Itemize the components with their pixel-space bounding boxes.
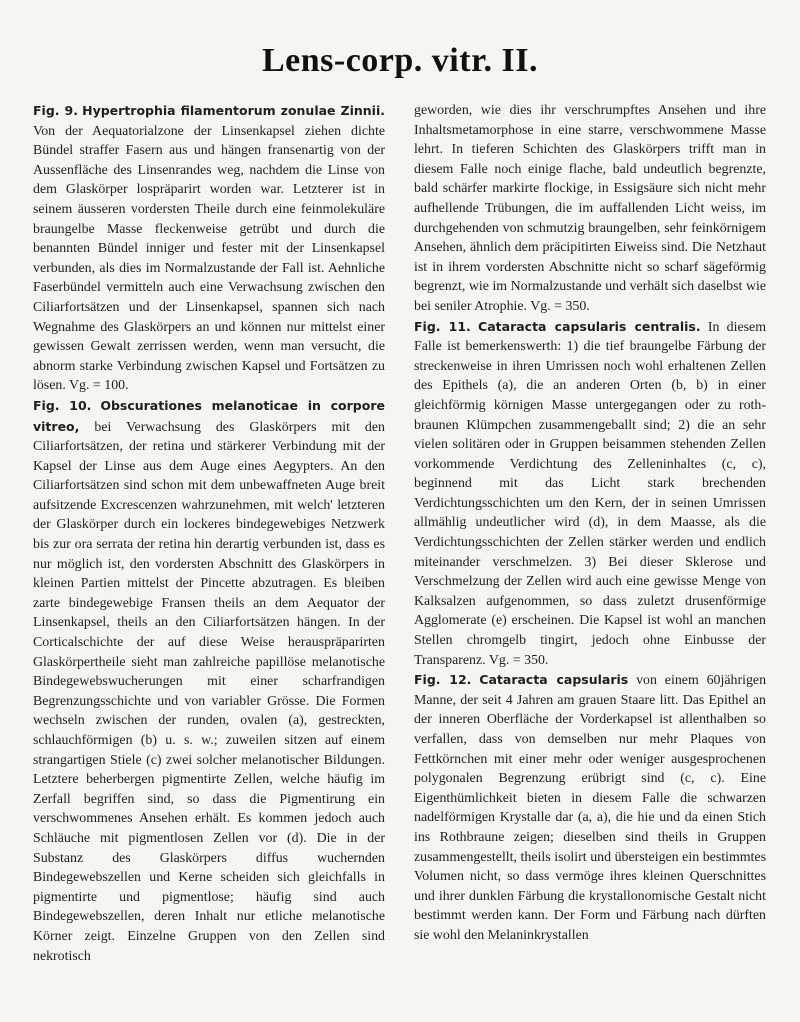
fig9-label: Fig. 9. — [33, 103, 78, 118]
fig11-label: Fig. 11. — [414, 318, 471, 334]
fig12-paragraph — [414, 670, 766, 945]
page-header: Lens-corp. vitr. II. — [261, 42, 539, 79]
left-column — [33, 101, 385, 966]
fig11-heading: Cataracta capsularis centralis. — [478, 318, 701, 334]
fig9-heading: Hypertrophia filamentorum zonulae Zinnii. — [82, 103, 385, 118]
fig11-text: In diesem Falle ist bemerkenswerth: 1) die tief braungelbe Färbung der streckenweise in ihren Umrissen noch wohl erhaltenen Zellen des Epithels (a), die an anderen Orten (b, b) in einer gleichförmig körnigen Masse untergegangen oder zu roth-braunen Klümpchen zusammengeballt sind; 2) die an sehr vielen solitären oder in Gruppen beisammen stehenden Zellen vorkommende Verdichtung des Zelleninhaltes (c, c), beginnend mit das Licht stark brechenden Verdichtungsschichten um den Kern, der in seinen Umrissen allmählig undeutlicher wird (d), in dem Maasse, als die Verdichtungsschichten der Zellen stärker werden und endlich miteinander verschmelzen. 3) Bei dieser Sklerose und Verschmelzung der Zellen wird auch eine gewisse Menge von Kalksalzen aufgenommen, so dass zuletzt drusenförmige Agglomerate (e) erscheinen. Die Kapsel ist wohl an manchen Stellen chromgelb tingirt, jedoch ohne Einbusse der Transparenz. Vg. = 350. — [414, 319, 767, 668]
fig11-paragraph — [414, 317, 766, 671]
fig9-text: Von der Aequatorialzone der Linsenkapsel ziehen dichte Bündel straffer Fasern aus und hängen fransenartig von der Aussenfläche des Linsenrandes weg, nachdem die Linse von dem Glaskörper lospräparirt worden war. Letzterer ist in seinem äusseren vordersten Theile durch eine feinmolekuläre braungelbe Masse fleckenweise getrübt und durch die benannten Bündel inniger und fester mit der Linsenkapsel verbunden, als dies im Normalzustande der Fall ist. Aehnliche Faserbündel vermitteln auch eine Verwachsung zwischen den Ciliarfortsätzen und der Linsenkapsel, spannen sich nach Wegnahme des Glaskörpers an und können nur mittelst einer gewissen Gewalt zerrissen werden, wenn man versucht, die abnorm starke Verbindung zwischen Kapsel und Fortsätzen zu lösen. Vg. = 100. — [33, 123, 385, 394]
continuation-paragraph — [414, 101, 766, 317]
fig12-label: Fig. 12. — [414, 672, 472, 688]
fig12-text: von einem 60jährigen Manne, der seit 4 Jahren am grauen Staare litt. Das Epithel an der inneren Oberfläche der Vorderkapsel ist allenthalben so verfallen, dass von demselben nur mehr Plaques von Fettkörnchen mit einer mehr oder weniger ausgesprochenen polygonalen Begrenzung erübrigt sind (c, c). Eine Eigenthümlichkeit bieten in diesem Falle die schwarzen nadelförmigen Krystalle dar (a, a), die hie und da einen Stich ins Rothbraune zeigen; dieselben sind theils in Gruppen zusammengestellt, theils isolirt und übersteigen ein bestimmtes Volumen nicht, so dass vermöge ihres kleinen Querschnittes und ihrer dunklen Färbung die krystallonomische Gestalt nicht bestimmt werden kann. Der Form und Färbung nach dürften sie wohl den Melaninkrystallen — [414, 673, 767, 943]
fig10-text: bei Verwachsung des Glaskörpers mit den Ciliarfortsätzen, der retina und stärkerer Verbindung mit der Kapsel der Linse aus dem Auge eines Aegypters. An den Ciliarfortsätzen sind schon mit dem unbewaffneten Auge breit aufsitzende Excrescenzen wahrzunehmen, mit welch' letzteren der Glaskörper durch ein lockeres bindegewebiges Netzwerk bis zur ora serrata der retina hin derartig verbunden ist, dass es nur möglich ist, den vordersten Abschnitt des Glaskörpers in kleinen Partien mittelst der Pincette abzutragen. Es bleiben zarte bindegewebige Fransen theils an dem Aequator der Linsenkapsel, theils an den Ciliarfortsätzen hängen. In der Corticalschichte der auf diese Weise herauspräparirten Glaskörpertheile sieht man zahlreiche papillöse melanotische Bindegewebswucherungen mit einer scharfrandigen Begrenzungsschichte und von variabler Grösse. Die Formen wechseln zwischen der runden, ovalen (a), gestreckten, schlauchförmigen (b) u. s. w.; zuweilen sitzen auf einem strangartigen Stiele (c) zwei solcher melanotischer Bildungen. Letztere beherbergen pigmentirte Zellen, welche häufig im Zerfall begriffen sind, so dass die Pigmentirung ein verschwommenes Ansehen erhält. Es kommen jedoch auch Schläuche mit pigmentlosen Zellen vor (d). Die in der Substanz des Glaskörpers diffus wuchernden Bindegewebszellen und Kerne scheiden sich gleichfalls in pigmentirte und pigmentlose; häufig sind auch Bindegewebszellen, deren Inhalt nur etliche melanotische Körner zeigt. Einzelne Gruppen von den Zellen sind nekrotisch — [33, 419, 385, 964]
fig10-heading: Obscurationes melanoticae in corpore vitreo, — [33, 397, 385, 434]
right-column — [414, 101, 766, 946]
fig10-paragraph — [33, 396, 385, 966]
fig10-label: Fig. 10. — [33, 397, 92, 413]
fig9-paragraph — [33, 101, 385, 396]
continuation-text: geworden, wie dies ihr verschrumpftes Ansehen und ihre Inhaltsmetamorphose in eine starre, verschwommene Masse lehrt. In tieferen Schichten des Glaskörpers trifft man in diesem Falle noch einige flache, bald undeutlich begrenzte, bald schärfer markirte flockige, in Essigsäure sich nicht mehr aufhellende Trübungen, die im auffallenden Licht weiss, im durchgehenden von schmutzig braungelben, sehr feinkörnigem Ansehen, ähnlich dem präcipitirten Eiweiss sind. Die Netzhaut ist in ihrem vordersten Abschnitte nicht so scharf sägeförmig begrenzt, wie im Normalzustande und verhält sich daselbst wie bei seniler Atrophie. Vg. = 350. — [414, 103, 766, 314]
fig12-heading: Cataracta capsularis — [479, 672, 629, 688]
